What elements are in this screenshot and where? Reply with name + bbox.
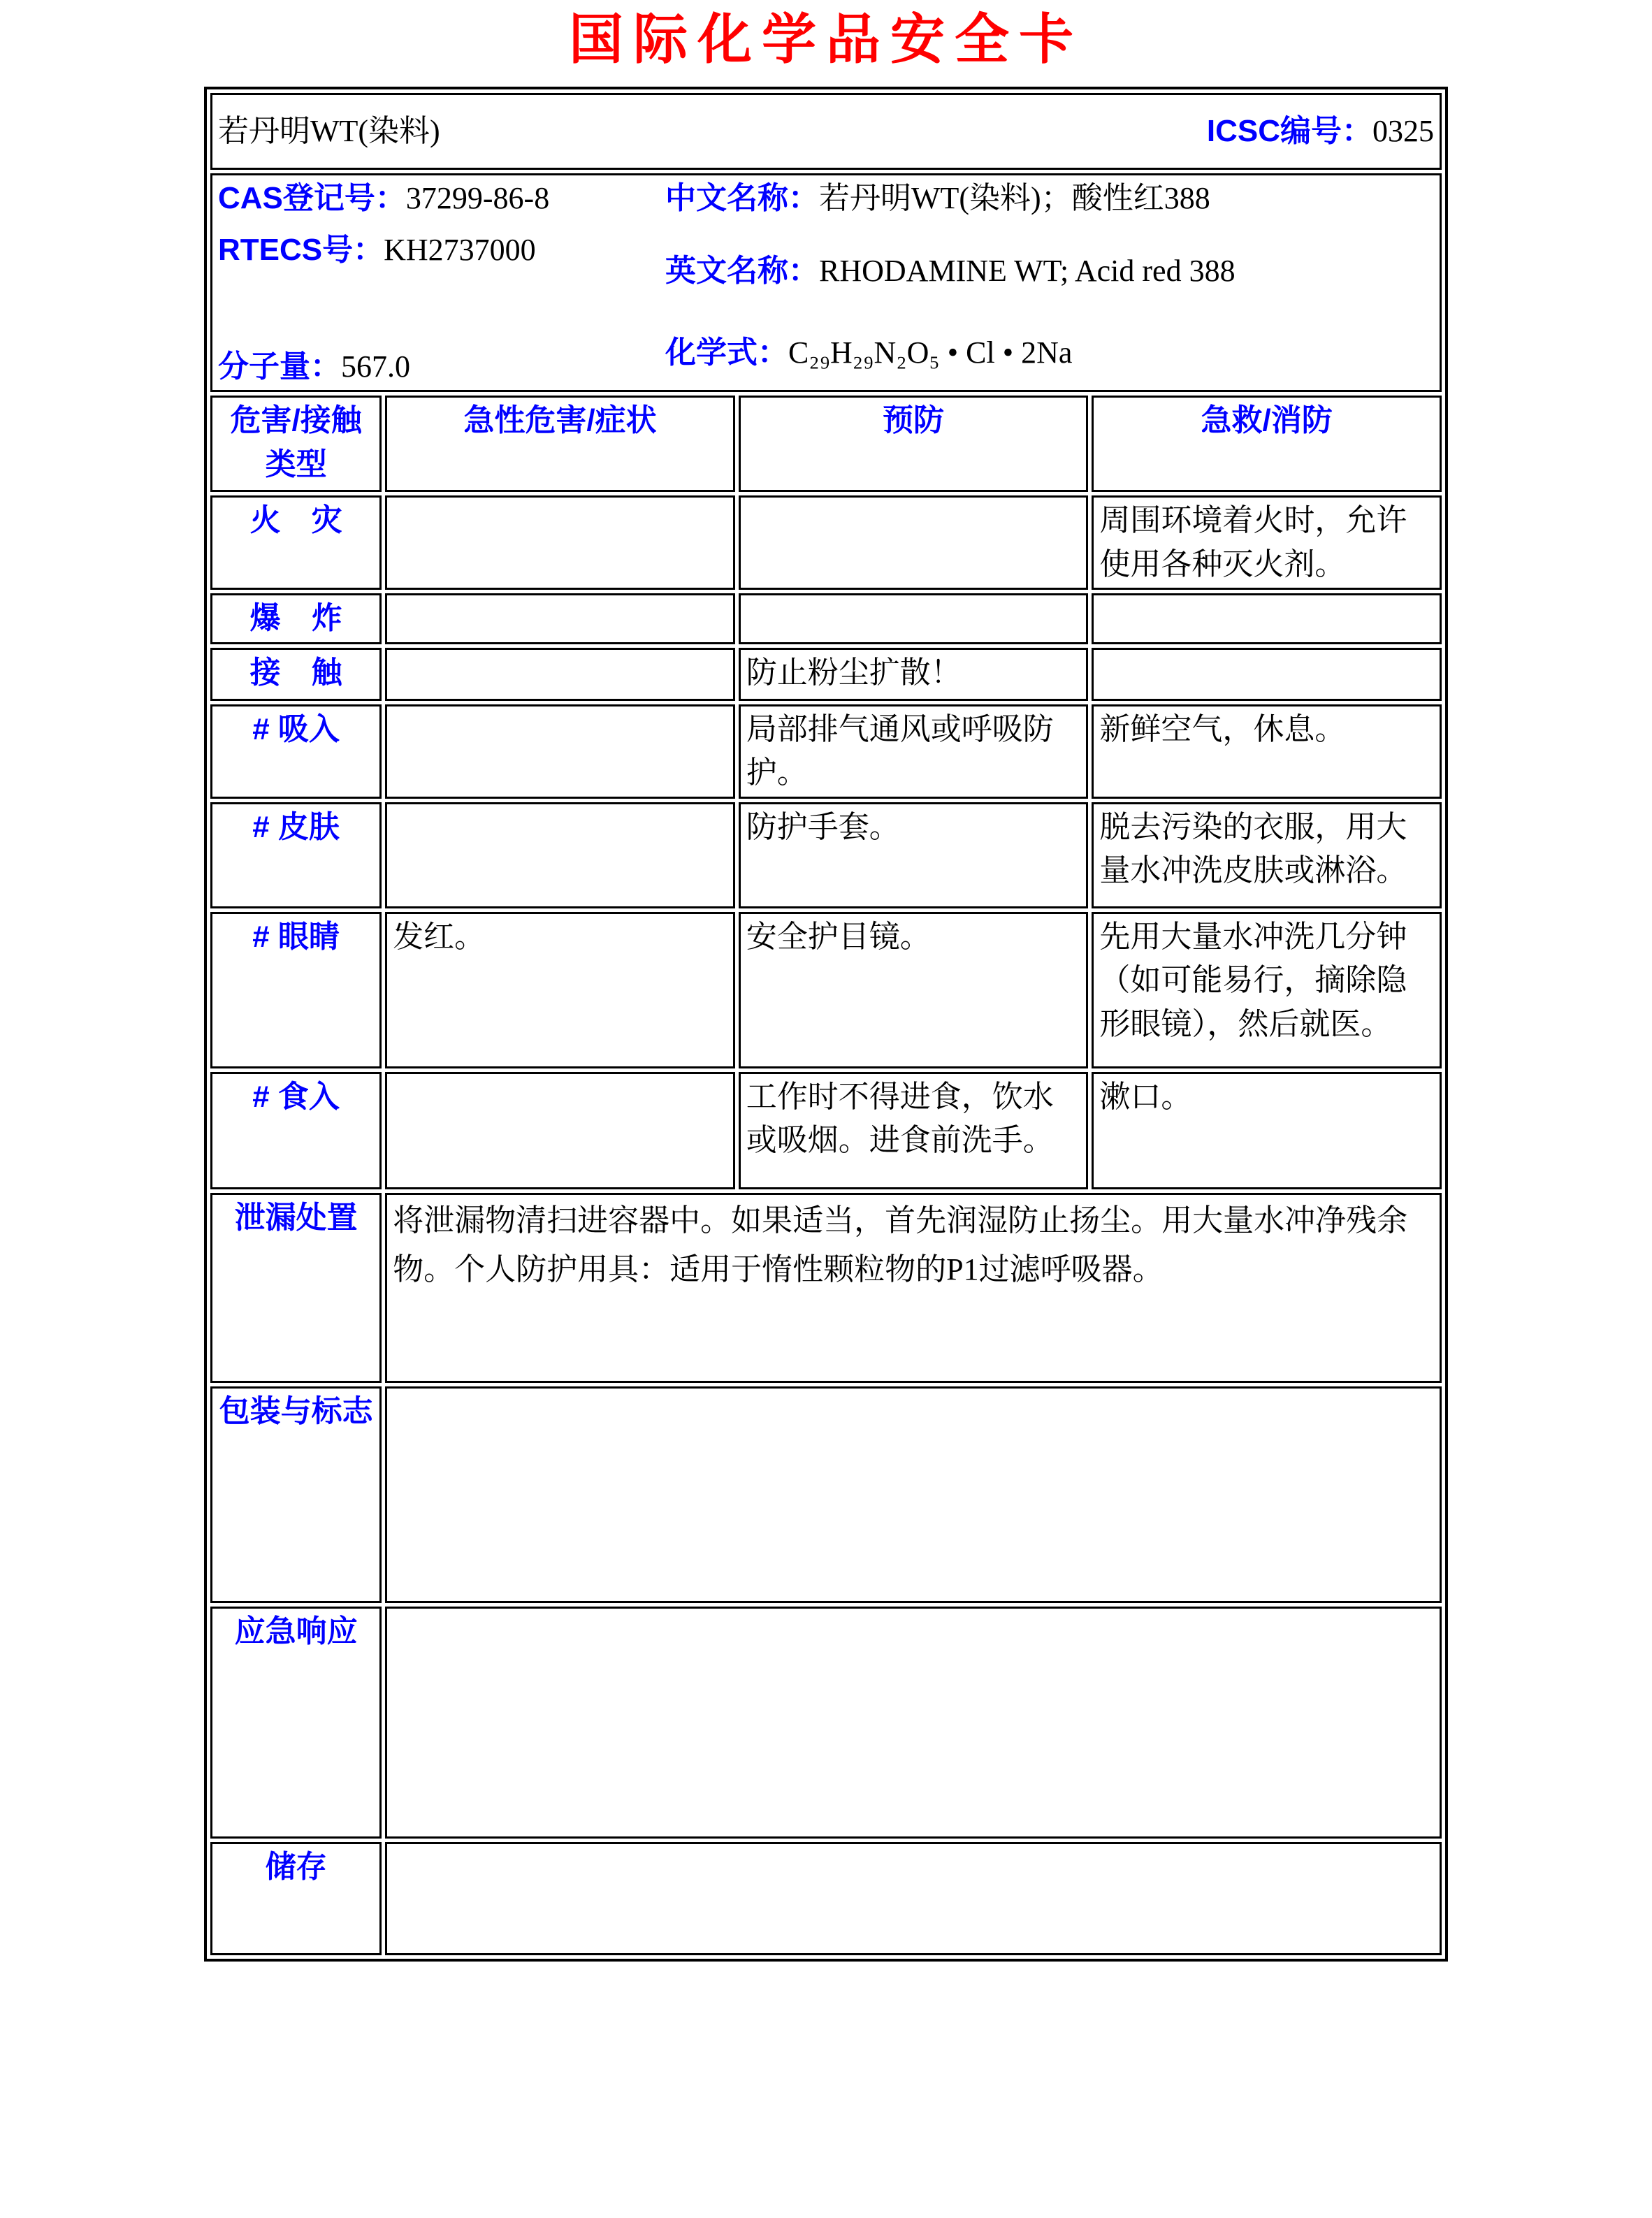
hazard-header-symptoms: 急性危害/症状: [385, 396, 735, 492]
ingestion-type-label: # 食入: [210, 1072, 382, 1189]
fire-type-label: 火 灾: [210, 495, 382, 590]
skin-response-cell: 脱去污染的衣服，用大量水冲洗皮肤或淋浴。: [1092, 802, 1442, 908]
identity-cell: [210, 173, 1442, 392]
ingestion-prevention-cell: 工作时不得进食，饮水或吸烟。进食前洗手。: [739, 1072, 1089, 1189]
rtecs-line: [218, 229, 665, 272]
explosion-response-cell: [1092, 593, 1442, 644]
exposure-response-cell: [1092, 648, 1442, 701]
eyes-symptoms-cell: 发红。: [385, 912, 735, 1068]
icsc-number: 0325: [1372, 113, 1434, 148]
exposure-symptoms-cell: [385, 648, 735, 701]
spillage-label: 泄漏处置: [210, 1193, 382, 1383]
header-cell: [210, 93, 1442, 170]
substance-name: 若丹明WT(染料): [218, 113, 440, 148]
section-row-storage: [210, 1842, 1442, 1955]
molecular-weight-value: 567.0: [341, 349, 410, 384]
inhalation-response-cell: 新鲜空气，休息。: [1092, 704, 1442, 799]
hazard-row-ingestion: [210, 1072, 1442, 1189]
section-row-spillage: [210, 1193, 1442, 1383]
page-title: 国际化学品安全卡: [568, 9, 1083, 70]
molecular-weight-label: 分子量：: [218, 349, 341, 384]
english-name-label: 英文名称：: [665, 254, 819, 289]
hazard-row-skin: [210, 802, 1442, 908]
rtecs-value: KH2737000: [384, 233, 536, 268]
explosion-prevention-cell: [739, 593, 1089, 644]
fire-prevention-cell: [739, 495, 1089, 590]
inhalation-type-label: # 吸入: [210, 704, 382, 799]
english-name-line: [665, 249, 1434, 293]
cas-value: 37299-86-8: [405, 180, 550, 215]
formula-label: 化学式：: [665, 335, 788, 370]
header-row: [210, 93, 1442, 170]
explosion-symptoms-cell: [385, 593, 735, 644]
cas-line: [218, 177, 665, 220]
storage-label: 储存: [210, 1842, 382, 1955]
identity-right-block: [665, 177, 1434, 389]
skin-prevention-cell: 防护手套。: [739, 802, 1089, 908]
chinese-name-value: 若丹明WT(染料)；酸性红388: [819, 180, 1210, 215]
fire-symptoms-cell: [385, 495, 735, 590]
hazard-row-explosion: [210, 593, 1442, 644]
chinese-name-line: [665, 177, 1434, 220]
eyes-type-label: # 眼睛: [210, 912, 382, 1068]
chinese-name-label: 中文名称：: [665, 180, 819, 215]
inhalation-symptoms-cell: [385, 704, 735, 799]
packaging-label: 包装与标志: [210, 1386, 382, 1603]
formula-line: [665, 331, 1434, 375]
formula-value: C₂₉H₂₉N₂O₅ • Cl • 2Na: [788, 335, 1073, 370]
explosion-type-label: 爆 炸: [210, 593, 382, 644]
eyes-prevention-cell: 安全护目镜。: [739, 912, 1089, 1068]
hazard-row-eyes: [210, 912, 1442, 1068]
molecular-weight-line: [218, 345, 665, 389]
emergency-content-cell: [385, 1607, 1442, 1839]
ingestion-response-cell: 漱口。: [1092, 1072, 1442, 1189]
emergency-label: 应急响应: [210, 1607, 382, 1839]
hazard-row-exposure: [210, 648, 1442, 701]
eyes-response-cell: 先用大量水冲洗几分钟（如可能易行，摘除隐形眼镜），然后就医。: [1092, 912, 1442, 1068]
safety-card-table: [204, 87, 1448, 1962]
ingestion-symptoms-cell: [385, 1072, 735, 1189]
identity-row: [210, 173, 1442, 392]
exposure-type-label: 接 触: [210, 648, 382, 701]
hazard-header-prevention: 预防: [739, 396, 1089, 492]
inhalation-prevention-cell: 局部排气通风或呼吸防护。: [739, 704, 1089, 799]
hazard-header-type: 危害/接触类型: [210, 396, 382, 492]
section-row-packaging: [210, 1386, 1442, 1603]
exposure-prevention-cell: 防止粉尘扩散！: [739, 648, 1089, 701]
hazard-header-response: 急救/消防: [1092, 396, 1442, 492]
identity-left-block: [218, 177, 665, 389]
rtecs-label: RTECS号：: [218, 233, 384, 268]
packaging-content-cell: [385, 1386, 1442, 1603]
hazard-row-inhalation: [210, 704, 1442, 799]
english-name-value: RHODAMINE WT; Acid red 388: [819, 254, 1236, 289]
hazard-header-row: [210, 396, 1442, 492]
section-row-emergency: [210, 1607, 1442, 1839]
skin-type-label: # 皮肤: [210, 802, 382, 908]
fire-response-cell: 周围环境着火时，允许使用各种灭火剂。: [1092, 495, 1442, 590]
storage-content-cell: [385, 1842, 1442, 1955]
hazard-row-fire: [210, 495, 1442, 590]
spillage-content-cell: 将泄漏物清扫进容器中。如果适当，首先润湿防止扬尘。用大量水冲净残余物。个人防护用具：适用于惰性颗粒物的P1过滤呼吸器。: [385, 1193, 1442, 1383]
icsc-number-group: [1207, 110, 1434, 153]
skin-symptoms-cell: [385, 802, 735, 908]
cas-label: CAS登记号：: [218, 180, 406, 215]
icsc-label: ICSC编号：: [1206, 113, 1372, 148]
